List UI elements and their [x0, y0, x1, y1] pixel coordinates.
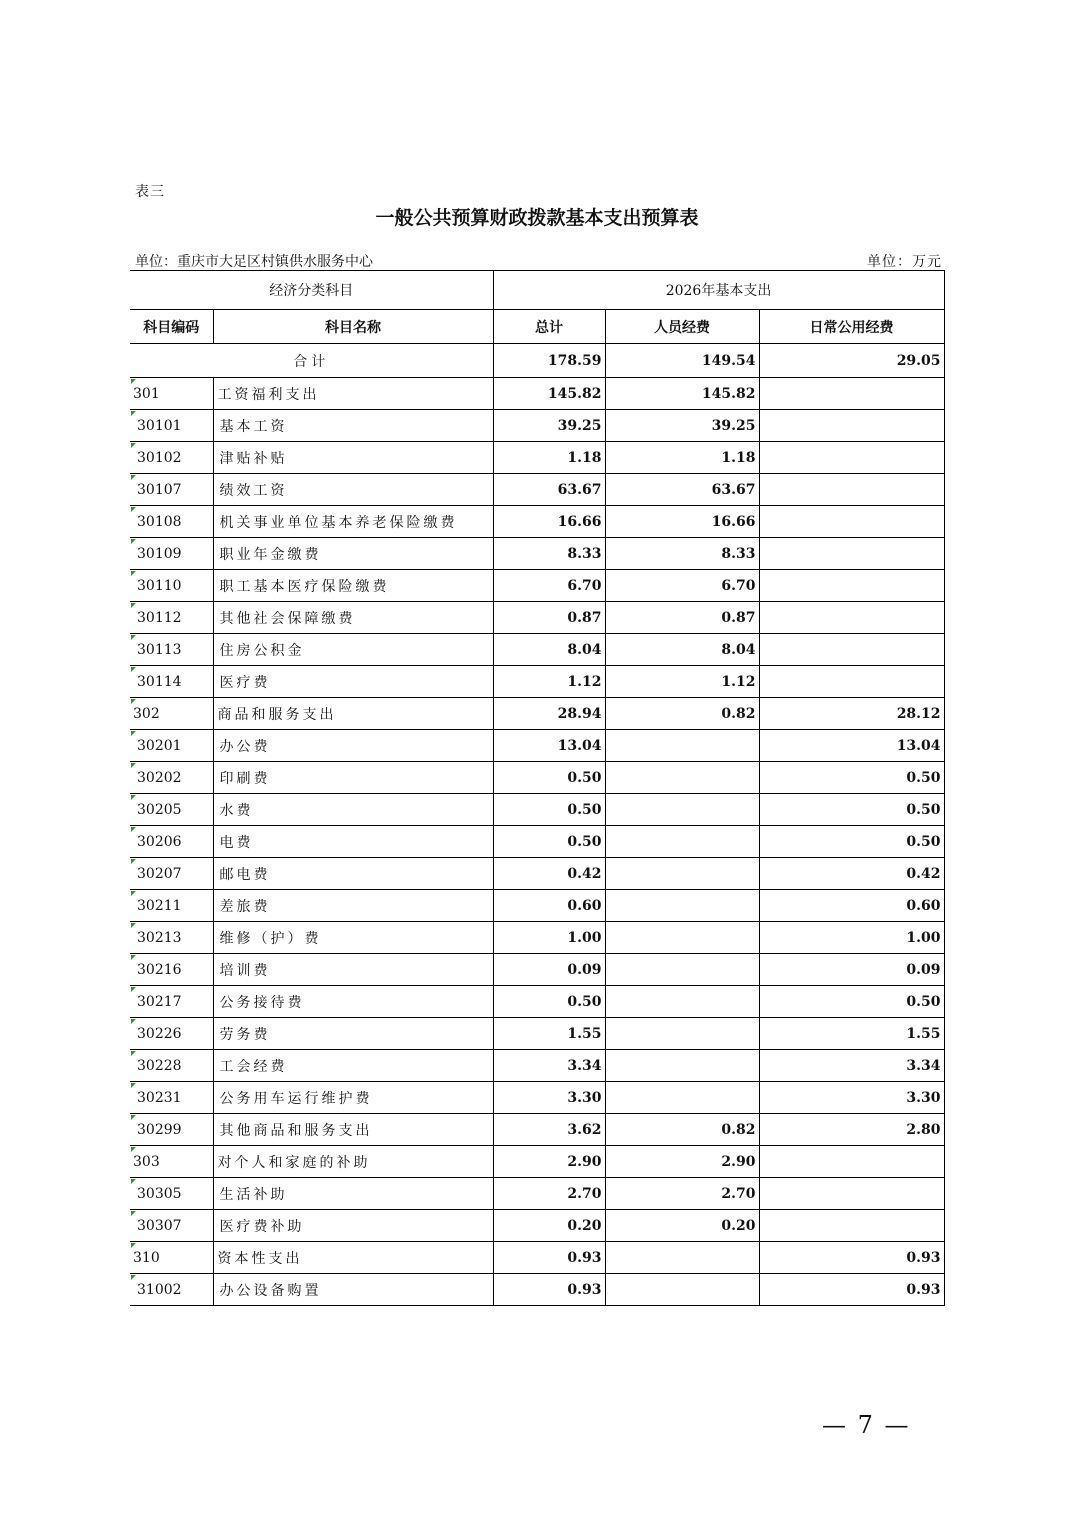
header-code: 科目编码 — [130, 310, 213, 344]
row-public — [759, 538, 944, 570]
row-code: 30228 — [130, 1050, 213, 1082]
row-code: 30213 — [130, 922, 213, 954]
row-personnel: 0.82 — [605, 1114, 759, 1146]
row-code: 30299 — [130, 1114, 213, 1146]
row-name: 劳务费 — [213, 1018, 493, 1050]
row-total: 3.34 — [493, 1050, 605, 1082]
row-personnel: 16.66 — [605, 506, 759, 538]
row-personnel: 2.90 — [605, 1146, 759, 1178]
row-name: 医疗费 — [213, 666, 493, 698]
row-public — [759, 442, 944, 474]
totals-total: 178.59 — [493, 344, 605, 378]
row-total: 2.70 — [493, 1178, 605, 1210]
table-row — [130, 378, 944, 410]
row-personnel — [605, 762, 759, 794]
row-total: 1.55 — [493, 1018, 605, 1050]
budget-table — [130, 270, 945, 1306]
row-public — [759, 1210, 944, 1242]
table-row — [130, 474, 944, 506]
row-personnel — [605, 954, 759, 986]
row-code: 30110 — [130, 570, 213, 602]
row-personnel: 0.82 — [605, 698, 759, 730]
row-total: 6.70 — [493, 570, 605, 602]
totals-public: 29.05 — [759, 344, 944, 378]
row-public: 28.12 — [759, 698, 944, 730]
row-name: 电费 — [213, 826, 493, 858]
row-total: 8.04 — [493, 634, 605, 666]
row-total: 0.20 — [493, 1210, 605, 1242]
header-row-group — [130, 271, 944, 310]
row-public: 0.60 — [759, 890, 944, 922]
row-total: 0.50 — [493, 794, 605, 826]
row-total: 63.67 — [493, 474, 605, 506]
row-public — [759, 1178, 944, 1210]
row-public: 0.93 — [759, 1242, 944, 1274]
table-row — [130, 986, 944, 1018]
row-name: 工会经费 — [213, 1050, 493, 1082]
row-name: 公务用车运行维护费 — [213, 1082, 493, 1114]
row-total: 8.33 — [493, 538, 605, 570]
row-total: 39.25 — [493, 410, 605, 442]
table-row — [130, 602, 944, 634]
row-public — [759, 602, 944, 634]
row-name: 维修（护）费 — [213, 922, 493, 954]
row-code: 30216 — [130, 954, 213, 986]
row-public: 2.80 — [759, 1114, 944, 1146]
row-code: 30207 — [130, 858, 213, 890]
row-personnel — [605, 1274, 759, 1306]
row-total: 3.62 — [493, 1114, 605, 1146]
table-row — [130, 634, 944, 666]
row-code: 30112 — [130, 602, 213, 634]
header-total: 总计 — [493, 310, 605, 344]
table-row — [130, 570, 944, 602]
table-row — [130, 698, 944, 730]
row-personnel — [605, 1082, 759, 1114]
row-name: 职业年金缴费 — [213, 538, 493, 570]
page-number: — 7 — — [822, 1411, 911, 1439]
row-total: 3.30 — [493, 1082, 605, 1114]
row-public — [759, 410, 944, 442]
row-public: 3.30 — [759, 1082, 944, 1114]
row-total: 0.50 — [493, 826, 605, 858]
row-public — [759, 378, 944, 410]
row-total: 0.50 — [493, 986, 605, 1018]
row-total: 13.04 — [493, 730, 605, 762]
row-personnel — [605, 986, 759, 1018]
table-row — [130, 410, 944, 442]
table-row — [130, 666, 944, 698]
table-row — [130, 794, 944, 826]
row-code: 30211 — [130, 890, 213, 922]
row-public — [759, 570, 944, 602]
row-name: 工资福利支出 — [213, 378, 493, 410]
totals-label: 合计 — [130, 344, 493, 378]
table-row — [130, 1242, 944, 1274]
row-public: 0.93 — [759, 1274, 944, 1306]
row-personnel — [605, 730, 759, 762]
row-code: 30101 — [130, 410, 213, 442]
totals-row — [130, 344, 944, 378]
page-title: 一般公共预算财政拨款基本支出预算表 — [375, 207, 699, 229]
row-personnel: 39.25 — [605, 410, 759, 442]
header-name: 科目名称 — [213, 310, 493, 344]
table-row — [130, 826, 944, 858]
row-total: 16.66 — [493, 506, 605, 538]
row-code: 30226 — [130, 1018, 213, 1050]
table-label: 表三 — [135, 184, 165, 200]
table-row — [130, 1210, 944, 1242]
row-public: 1.00 — [759, 922, 944, 954]
row-total: 28.94 — [493, 698, 605, 730]
row-public: 0.50 — [759, 986, 944, 1018]
row-personnel: 8.33 — [605, 538, 759, 570]
unit-currency: 单位：万元 — [867, 254, 942, 270]
row-name: 差旅费 — [213, 890, 493, 922]
row-total: 2.90 — [493, 1146, 605, 1178]
row-personnel: 0.20 — [605, 1210, 759, 1242]
table-row — [130, 890, 944, 922]
table-row — [130, 762, 944, 794]
row-code: 30107 — [130, 474, 213, 506]
row-name: 办公设备购置 — [213, 1274, 493, 1306]
row-personnel: 0.87 — [605, 602, 759, 634]
row-code: 302 — [130, 698, 213, 730]
row-name: 水费 — [213, 794, 493, 826]
row-personnel: 63.67 — [605, 474, 759, 506]
row-total: 0.93 — [493, 1242, 605, 1274]
row-name: 邮电费 — [213, 858, 493, 890]
table-row — [130, 1114, 944, 1146]
row-name: 机关事业单位基本养老保险缴费 — [213, 506, 493, 538]
row-code: 30108 — [130, 506, 213, 538]
header-row-columns — [130, 310, 944, 344]
row-code: 30217 — [130, 986, 213, 1018]
row-public: 13.04 — [759, 730, 944, 762]
row-personnel — [605, 922, 759, 954]
row-name: 对个人和家庭的补助 — [213, 1146, 493, 1178]
row-total: 0.60 — [493, 890, 605, 922]
table-row — [130, 538, 944, 570]
row-code: 30206 — [130, 826, 213, 858]
row-code: 30114 — [130, 666, 213, 698]
row-personnel: 1.12 — [605, 666, 759, 698]
row-total: 0.09 — [493, 954, 605, 986]
row-code: 30113 — [130, 634, 213, 666]
row-personnel — [605, 794, 759, 826]
row-code: 30307 — [130, 1210, 213, 1242]
row-code: 31002 — [130, 1274, 213, 1306]
row-public: 1.55 — [759, 1018, 944, 1050]
table-row — [130, 1274, 944, 1306]
row-total: 0.93 — [493, 1274, 605, 1306]
row-public — [759, 506, 944, 538]
row-code: 30231 — [130, 1082, 213, 1114]
row-personnel — [605, 890, 759, 922]
row-name: 其他社会保障缴费 — [213, 602, 493, 634]
row-public: 0.09 — [759, 954, 944, 986]
row-public — [759, 1146, 944, 1178]
table-row — [130, 1082, 944, 1114]
row-name: 公务接待费 — [213, 986, 493, 1018]
row-public — [759, 666, 944, 698]
header-public: 日常公用经费 — [759, 310, 944, 344]
row-personnel: 1.18 — [605, 442, 759, 474]
table-row — [130, 730, 944, 762]
row-total: 0.87 — [493, 602, 605, 634]
row-public: 0.42 — [759, 858, 944, 890]
row-personnel — [605, 826, 759, 858]
row-code: 30201 — [130, 730, 213, 762]
row-name: 商品和服务支出 — [213, 698, 493, 730]
row-total: 1.00 — [493, 922, 605, 954]
row-name: 医疗费补助 — [213, 1210, 493, 1242]
row-code: 30109 — [130, 538, 213, 570]
row-public: 0.50 — [759, 794, 944, 826]
row-total: 1.12 — [493, 666, 605, 698]
table-row — [130, 858, 944, 890]
row-total: 145.82 — [493, 378, 605, 410]
row-code: 301 — [130, 378, 213, 410]
row-code: 310 — [130, 1242, 213, 1274]
table-row — [130, 922, 944, 954]
header-basic-expenditure: 2026年基本支出 — [493, 271, 944, 310]
table-row — [130, 1018, 944, 1050]
row-public — [759, 634, 944, 666]
table-row — [130, 954, 944, 986]
row-name: 津贴补贴 — [213, 442, 493, 474]
table-row — [130, 1050, 944, 1082]
row-personnel: 8.04 — [605, 634, 759, 666]
row-code: 30305 — [130, 1178, 213, 1210]
row-name: 培训费 — [213, 954, 493, 986]
row-public: 0.50 — [759, 826, 944, 858]
row-name: 印刷费 — [213, 762, 493, 794]
table-row — [130, 1146, 944, 1178]
row-name: 办公费 — [213, 730, 493, 762]
row-personnel: 145.82 — [605, 378, 759, 410]
row-total: 1.18 — [493, 442, 605, 474]
row-name: 资本性支出 — [213, 1242, 493, 1274]
unit-organization: 单位：重庆市大足区村镇供水服务中心 — [135, 254, 373, 270]
row-personnel — [605, 1018, 759, 1050]
row-personnel: 6.70 — [605, 570, 759, 602]
row-personnel — [605, 1050, 759, 1082]
row-personnel — [605, 1242, 759, 1274]
header-economic-classification: 经济分类科目 — [130, 271, 493, 310]
row-name: 绩效工资 — [213, 474, 493, 506]
row-total: 0.50 — [493, 762, 605, 794]
row-personnel: 2.70 — [605, 1178, 759, 1210]
row-personnel — [605, 858, 759, 890]
row-total: 0.42 — [493, 858, 605, 890]
row-public — [759, 474, 944, 506]
row-public: 3.34 — [759, 1050, 944, 1082]
row-name: 其他商品和服务支出 — [213, 1114, 493, 1146]
totals-personnel: 149.54 — [605, 344, 759, 378]
header-personnel: 人员经费 — [605, 310, 759, 344]
row-code: 30205 — [130, 794, 213, 826]
table-row — [130, 442, 944, 474]
table-row — [130, 506, 944, 538]
row-code: 30202 — [130, 762, 213, 794]
table-row — [130, 1178, 944, 1210]
row-public: 0.50 — [759, 762, 944, 794]
row-code: 303 — [130, 1146, 213, 1178]
row-name: 生活补助 — [213, 1178, 493, 1210]
row-name: 住房公积金 — [213, 634, 493, 666]
row-name: 基本工资 — [213, 410, 493, 442]
row-code: 30102 — [130, 442, 213, 474]
row-name: 职工基本医疗保险缴费 — [213, 570, 493, 602]
